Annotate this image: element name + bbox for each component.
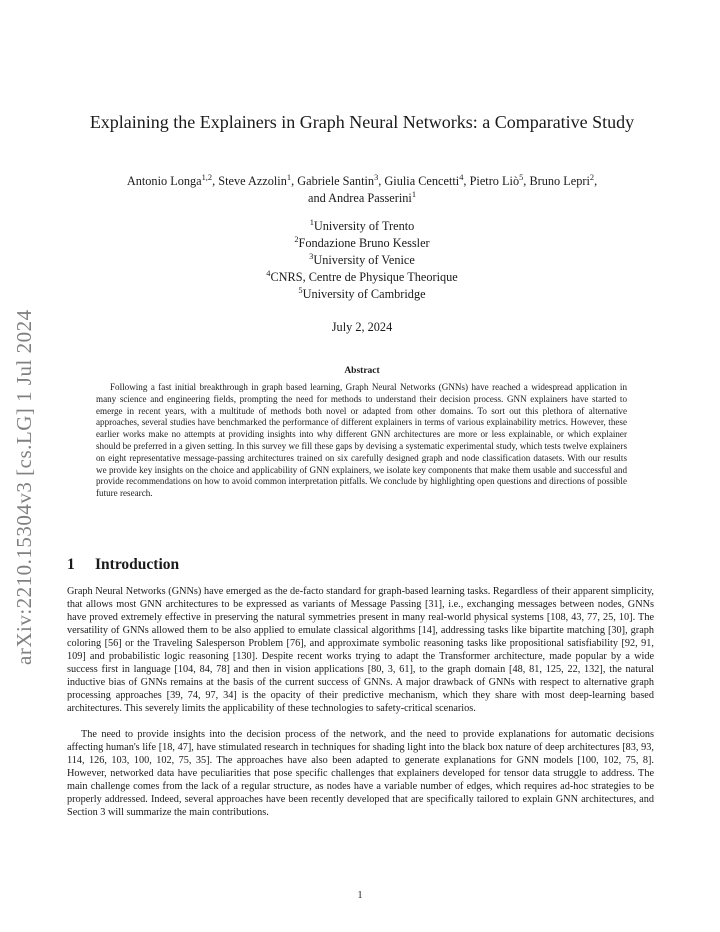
publication-date: July 2, 2024 [331,320,393,334]
body-paragraph: Graph Neural Networks (GNNs) have emerged as the de-facto standard for graph-based learning tasks. Regardless of their apparent simplicity, that allows most GNN architectures to be expressed as variants of Message Passing [31], i.e., exchanging messages between nodes, GNNs have proved extremely effective in preserving the natural symmetries present in many real-world physical systems [108, 43, 77, 25, 10]. The versatility of GNNs allowed them to be also applied to emulate classical algorithms [14], addressing tasks like bipartite matching [30], graph coloring [56] or the Traveling Salesperson Problem [76], and approximate symbolic reasoning tasks like propositional satisfiability [92, 91, 109] and probabilistic logic reasoning [130]. Despite recent works trying to adapt the Transformer architecture, made popular by a wide success first in language [104, 84, 78] and then in vision applications [80, 3, 61], to the graph domain [48, 81, 125, 22, 132], the natural inductive bias of GNNs remains at the basis of the current success of GNNs. A major drawback of GNNs with respect to alternative graph processing approaches [39, 74, 97, 34] is the opacity of their predictive mechanism, which they share with most deep-learning based architectures. This severely limits the applicability of these technologies to safety-critical scenarios. [67,586,654,714]
page-number: 1 [357,890,363,901]
author: and Andrea Passerini$^1$ [307,189,416,205]
arxiv-identifier-watermark: arXiv:2210.15304v3 [cs.LG] 1 Jul 2024 [12,309,36,665]
affiliation: $^3$University of Venice [309,251,415,267]
author: Steve Azzolin$^1$, [218,172,298,188]
paper-title: Explaining the Explainers in Graph Neural Networks: a Comparative Study [89,112,635,132]
abstract-text: Following a fast initial breakthrough in graph based learning, Graph Neural Networks (GNNs) have reached a widespread application in many science and engineering fields, prompting the need for methods to understand their decision process. GNN explainers have started to emerge in recent years, with a multitude of methods both novel or adapted from other domains. To sort out this plethora of alternative approaches, several studies have benchmarked the performance of different explainers in terms of various explainability metrics. However, these earlier works make no attempts at providing insights into why different GNN architectures are more or less explainable, or which explainer should be preferred in a given setting. In this survey we fill these gaps by devising a systematic experimental study, which tests twelve explainers on eight representative message-passing architectures trained on six carefully designed graph and node classification datasets. With our results we provide key insights on the choice and applicability of GNN explainers, we isolate key components that make them usable and successful and provide recommendations on how to avoid common interpretation pitfalls. We conclude by highlighting open questions and directions of possible future research. [96,382,627,499]
affiliation-list [62,218,662,303]
abstract-heading: Abstract [344,366,380,376]
affiliation: $^5$University of Cambridge [298,285,426,301]
affiliation: $^4$CNRS, Centre de Physique Theorique [266,268,458,284]
author: Pietro Liò$^5$, [469,172,530,188]
author-list [62,173,662,207]
affiliation: $^1$University of Trento [309,217,415,233]
author: Gabriele Santin$^3$, [297,172,385,188]
section-title: Introduction [95,556,180,573]
affiliation: $^2$Fondazione Bruno Kessler [294,234,430,250]
section-heading [67,556,179,574]
body-paragraph: The need to provide insights into the decision process of the network, and the need to provide explanations for automatic decisions affecting human's life [18, 47], have stimulated research in techniques for shading light into the black box nature of deep architectures [83, 93, 114, 126, 103, 100, 102, 75, 35]. The approaches have also been adapted to generate explanations for GNN models [100, 102, 75, 8]. However, networked data have peculiarities that pose specific challenges that explainers developed for tensor data struggle to address. The main challenge comes from the lack of a regular structure, as nodes have a variable number of edges, which requires ad-hoc strategies to be properly addressed. Indeed, several approaches have been recently developed that are specifically tailored to explain GNN architectures, and Section 3 will summarize the main contributions. [67,729,654,818]
author: Giulia Cencetti$^4$, [384,172,470,188]
section-number: 1 [67,556,75,573]
author: Antonio Longa$^{1,2}$, [126,172,219,188]
author: Bruno Lepri$^2$, [529,172,598,188]
